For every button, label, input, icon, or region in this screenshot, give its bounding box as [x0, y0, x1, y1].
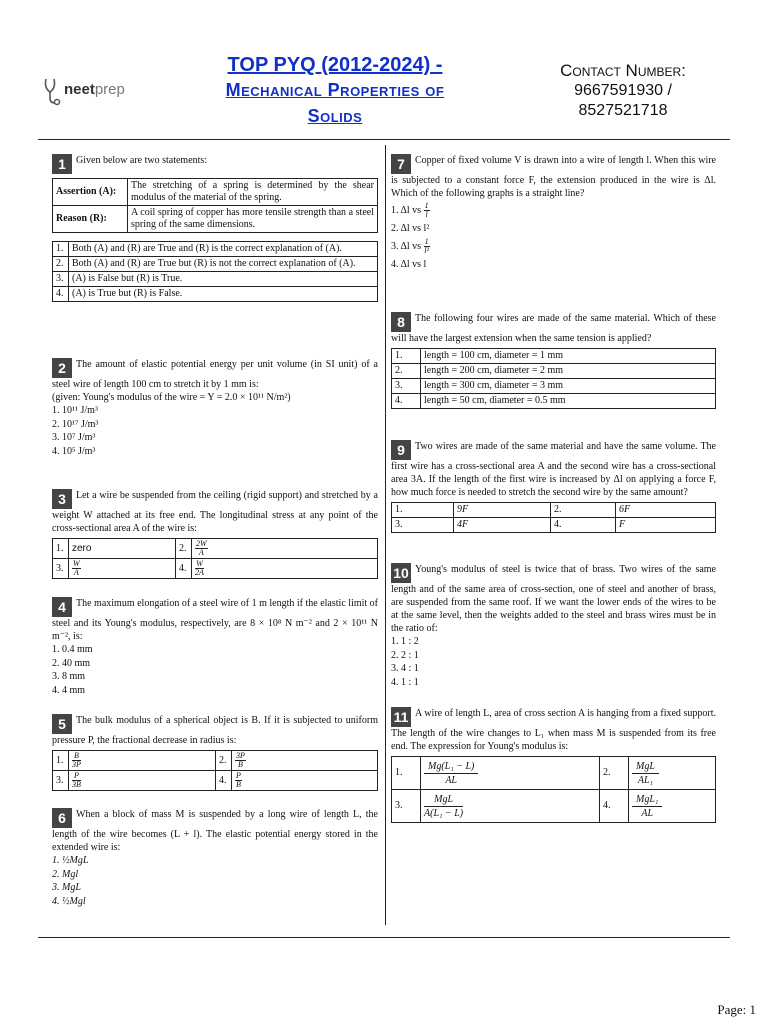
- option-label: 1. Δl vs: [391, 205, 422, 216]
- option-4[interactable]: F: [616, 518, 716, 533]
- option-3[interactable]: [391, 236, 716, 258]
- logo-prep: prep: [94, 81, 125, 98]
- option-2[interactable]: [192, 539, 378, 559]
- option-1[interactable]: [69, 751, 216, 771]
- assertion-text: The stretching of a spring is determined by the shear modulus of the material of the spring.: [128, 179, 378, 206]
- option-2[interactable]: 2. 40 mm: [52, 657, 91, 669]
- option-1[interactable]: 1. 10¹¹ J/m³: [52, 405, 98, 416]
- question-stem: The maximum elongation of a steel wire of 1 m length if the elastic limit of steel and its Young's modulus, respectively, are 8 × 10⁸ N m⁻² and 2 × 10¹¹ N m⁻², is:: [52, 598, 378, 642]
- column-divider: [385, 145, 386, 925]
- option-2[interactable]: 2. Mgl: [52, 868, 79, 880]
- option-3[interactable]: 3. 8 mm: [52, 671, 86, 682]
- question-7: [391, 154, 716, 271]
- logo-neet: neet: [64, 81, 95, 98]
- option-label: 3. Δl vs: [391, 240, 422, 252]
- question-stem: When a block of mass M is suspended by a long wire of length L, the length of the wire becomes (L + l). The elastic potential energy stored in the extended wire is:: [52, 809, 378, 853]
- option-4[interactable]: [629, 790, 716, 823]
- option-2[interactable]: 2. Δl vs l²: [391, 223, 430, 234]
- fraction-denominator: AL₁: [637, 774, 654, 786]
- option-row[interactable]: [53, 272, 378, 287]
- question-number: 5: [52, 714, 72, 734]
- option-number: 3.: [392, 518, 454, 533]
- question-4: [52, 597, 378, 697]
- options-table: [52, 750, 378, 791]
- option-1[interactable]: 9F: [454, 503, 551, 518]
- option-2[interactable]: 2. 2 : 1: [391, 649, 419, 661]
- question-stem: The amount of elastic potential energy per unit volume (in SI unit) of a steel wire of length 100 cm to stretch it by 1 mm is:: [52, 359, 378, 390]
- option-number: 3.: [53, 272, 69, 287]
- question-11: [391, 707, 716, 823]
- option-3[interactable]: [69, 771, 216, 791]
- assertion-label: Assertion (A):: [53, 179, 128, 206]
- option-number: 1.: [53, 242, 69, 257]
- fraction-numerator: 3P: [236, 751, 245, 760]
- option-number: 2.: [216, 751, 232, 771]
- options-table: [391, 348, 716, 409]
- option-text: length = 50 cm, diameter = 0.5 mm: [421, 394, 716, 409]
- question-number: 3: [52, 489, 72, 509]
- question-9: [391, 440, 716, 533]
- question-2: [52, 358, 378, 458]
- option-number: 3.: [53, 771, 69, 791]
- fraction-denominator: l: [425, 210, 428, 220]
- option-text: length = 300 cm, diameter = 3 mm: [421, 379, 716, 394]
- title-line1: TOP PYQ (2012-2024) -: [227, 54, 443, 76]
- option-number: 4.: [551, 518, 616, 533]
- option-number: 1.: [392, 503, 454, 518]
- option-3[interactable]: [421, 790, 600, 823]
- page-number: Page: 1: [717, 1002, 756, 1017]
- option-row[interactable]: [53, 257, 378, 272]
- fraction-denominator: A: [198, 548, 204, 557]
- option-number: 4.: [176, 559, 192, 579]
- fraction-numerator: MgL₁: [632, 793, 662, 807]
- fraction-denominator: A: [73, 568, 79, 577]
- options-table: [52, 241, 378, 302]
- option-number: 4.: [53, 287, 69, 302]
- option-4[interactable]: [192, 559, 378, 579]
- option-row[interactable]: [392, 394, 716, 409]
- fraction-numerator: 1: [424, 201, 429, 211]
- question-number: 1: [52, 154, 72, 174]
- option-2[interactable]: 6F: [616, 503, 716, 518]
- question-number: 11: [391, 707, 411, 727]
- fraction-denominator: AL: [641, 807, 654, 819]
- fraction-numerator: 1: [424, 236, 429, 246]
- option-number: 2.: [600, 757, 629, 790]
- option-number: 3.: [53, 559, 69, 579]
- question-stem: The following four wires are made of the same material. Which of these will have the largest extension when the same tension is applied?: [391, 313, 716, 344]
- option-number: 2.: [392, 364, 421, 379]
- option-4[interactable]: 4. 1 : 1: [391, 676, 419, 688]
- option-number: 2.: [53, 257, 69, 272]
- fraction-denominator: AL: [445, 774, 457, 786]
- options-table: [391, 502, 716, 533]
- option-3[interactable]: [69, 559, 176, 579]
- option-4[interactable]: [232, 771, 378, 791]
- fraction-numerator: B: [74, 751, 79, 760]
- fraction-denominator: l²: [424, 245, 429, 255]
- question-number: 4: [52, 597, 72, 617]
- question-5: [52, 714, 378, 791]
- option-text: Both (A) and (R) are True but (R) is not the correct explanation of (A).: [69, 257, 378, 272]
- fraction-denominator: 3P: [72, 760, 81, 769]
- question-stem: Two wires are made of the same material and have the same volume. The first wire has a cross-sectional area A and the second wire has a cross-sectional area 3A. If the length of the first wire is increased by Δl on applying a force F, how much force is needed to stretch the second wire by the same amount?: [391, 441, 716, 498]
- option-3[interactable]: 3. 10⁷ J/m³: [52, 432, 96, 443]
- fraction-numerator: P: [74, 771, 79, 780]
- question-number: 7: [391, 154, 411, 174]
- option-3[interactable]: 3. MgL: [52, 882, 81, 893]
- question-stem: Let a wire be suspended from the ceiling (rigid support) and stretched by a weight W attached at its free end. The longitudinal stress at any point of the cross-sectional area A of the wire is:: [52, 490, 378, 534]
- question-1: [52, 154, 378, 302]
- reason-text: A coil spring of copper has more tensile strength than a steel spring of the same dimensions.: [128, 206, 378, 233]
- option-number: 4.: [392, 394, 421, 409]
- question-8: [391, 312, 716, 409]
- option-row[interactable]: [392, 349, 716, 364]
- option-number: 1.: [392, 349, 421, 364]
- contact-phone-1: 9667591930 /: [574, 82, 672, 99]
- question-10: [391, 563, 716, 689]
- fraction-numerator: W: [73, 559, 80, 568]
- fraction-numerator: 2W: [196, 539, 207, 548]
- option-text: (A) is True but (R) is False.: [69, 287, 378, 302]
- option-1[interactable]: zero: [69, 539, 176, 559]
- question-6: [52, 808, 378, 908]
- question-number: 2: [52, 358, 72, 378]
- stethoscope-icon: [42, 76, 64, 106]
- option-text: length = 200 cm, diameter = 2 mm: [421, 364, 716, 379]
- option-number: 1.: [53, 751, 69, 771]
- option-text: length = 100 cm, diameter = 1 mm: [421, 349, 716, 364]
- option-1[interactable]: 1. 0.4 mm: [52, 644, 93, 655]
- question-given: (given: Young's modulus of the wire = Y = 2.0 × 10¹¹ N/m²): [52, 392, 291, 403]
- option-number: 2.: [176, 539, 192, 559]
- option-number: 1.: [392, 757, 421, 790]
- option-4[interactable]: 4. 4 mm: [52, 684, 86, 696]
- question-stem: Young's modulus of steel is twice that of brass. Two wires of the same length and of the same area of cross-section, one of steel and another of brass, are suspended from the same roof. If we want the lower ends of the wires to be at the same level, then the weights added to the steel and brass wires must be in the ratio of:: [391, 564, 716, 634]
- option-3[interactable]: 3. 4 : 1: [391, 663, 419, 674]
- question-stem: The bulk modulus of a spherical object is B. If it is subjected to uniform pressure P, the fractional decrease in radius is:: [52, 715, 378, 746]
- assertion-reason-table: [52, 178, 378, 233]
- question-3: [52, 489, 378, 579]
- question-stem: A wire of length L, area of cross section A is hanging from a fixed support. The length of the wire changes to L₁ when mass M is suspended from its free end. The expression for Young's modulus is:: [391, 708, 716, 752]
- fraction-denominator: B: [236, 780, 241, 789]
- option-4[interactable]: 4. ½Mgl: [52, 895, 86, 907]
- option-number: 4.: [216, 771, 232, 791]
- option-row[interactable]: [392, 379, 716, 394]
- option-4[interactable]: 4. 10⁵ J/m³: [52, 445, 96, 457]
- option-1[interactable]: 1. 1 : 2: [391, 636, 419, 647]
- option-2[interactable]: 2. 10¹⁷ J/m³: [52, 418, 99, 430]
- fraction-denominator: 3B: [72, 780, 81, 789]
- fraction-numerator: MgL: [424, 793, 463, 807]
- neetprep-logo: [42, 76, 152, 110]
- option-2[interactable]: [232, 751, 378, 771]
- contact-label: Contact Number:: [560, 61, 686, 80]
- option-1[interactable]: 1. ½MgL: [52, 855, 89, 866]
- fraction-numerator: MgL: [632, 760, 659, 774]
- option-3[interactable]: 4F: [454, 518, 551, 533]
- option-text: Both (A) and (R) are True and (R) is the correct explanation of (A).: [69, 242, 378, 257]
- question-stem: Given below are two statements:: [76, 155, 208, 166]
- option-2[interactable]: [629, 757, 716, 790]
- option-number: 1.: [53, 539, 69, 559]
- contact-block: [532, 61, 714, 121]
- option-row[interactable]: [53, 242, 378, 257]
- fraction-numerator: W: [196, 559, 203, 568]
- option-number: 4.: [600, 790, 629, 823]
- contact-phone-2: 8527521718: [578, 102, 668, 119]
- question-number: 8: [391, 312, 411, 332]
- option-text: (A) is False but (R) is True.: [69, 272, 378, 287]
- fraction-numerator: Mg(L₁ − L): [424, 760, 478, 774]
- option-1[interactable]: [391, 200, 716, 222]
- question-number: 10: [391, 563, 411, 583]
- option-number: 3.: [392, 379, 421, 394]
- question-number: 6: [52, 808, 72, 828]
- option-1[interactable]: [421, 757, 600, 790]
- footer-divider: [38, 937, 730, 938]
- option-number: 3.: [392, 790, 421, 823]
- fraction-denominator: B: [238, 760, 243, 769]
- question-stem: Copper of fixed volume V is drawn into a wire of length l. When this wire is subjected to a constant force F, the extension produced in the wire is Δl. Which of the following graphs is a straight line?: [391, 155, 716, 199]
- option-4[interactable]: 4. Δl vs l: [391, 258, 427, 270]
- reason-label: Reason (R):: [53, 206, 128, 233]
- option-number: 2.: [551, 503, 616, 518]
- fraction-denominator: A(L₁ − L): [424, 807, 464, 819]
- option-row[interactable]: [53, 287, 378, 302]
- fraction-denominator: 2A: [195, 568, 204, 577]
- option-row[interactable]: [392, 364, 716, 379]
- fraction-numerator: P: [236, 771, 241, 780]
- title-line2: Mechanical Properties of: [225, 80, 445, 100]
- options-table: [391, 756, 716, 823]
- question-number: 9: [391, 440, 411, 460]
- title-line3: Solids: [307, 106, 363, 126]
- header-divider: [38, 139, 730, 140]
- options-table: [52, 538, 378, 579]
